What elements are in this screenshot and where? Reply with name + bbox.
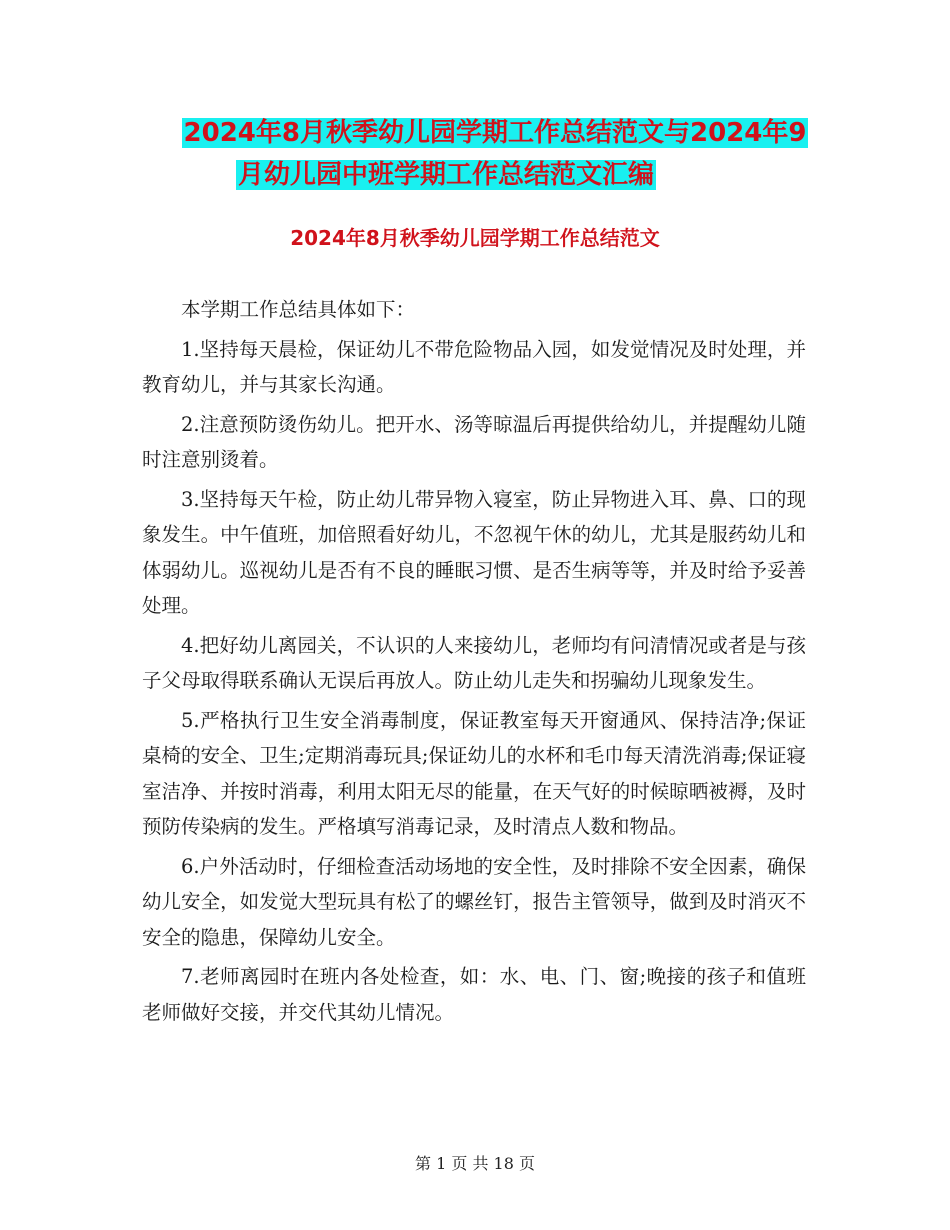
paragraph: 7.老师离园时在班内各处检查，如：水、电、门、窗;晚接的孩子和值班老师做好交接，并交代其幼儿情况。 — [142, 965, 806, 1024]
paragraph: 5.严格执行卫生安全消毒制度，保证教室每天开窗通风、保持洁净;保证桌椅的安全、卫生;定期消毒玩具;保证幼儿的水杯和毛巾每天清洗消毒;保证寝室洁净、并按时消毒，利用太阳无尽的能量，在天气好的时候晾晒被褥，及时预防传染病的发生。严格填写消毒记录，及时清点人数和物品。 — [142, 708, 806, 838]
paragraph: 1.坚持每天晨检，保证幼儿不带危险物品入园，如发觉情况及时处理，并教育幼儿，并与其家长沟通。 — [142, 337, 806, 396]
paragraph: 本学期工作总结具体如下： — [181, 298, 416, 321]
title-line-1: 2024年8月秋季幼儿园学期工作总结范文与2024年9 — [183, 118, 807, 148]
title-line-2: 月幼儿园中班学期工作总结范文汇编 — [238, 160, 655, 190]
document-body — [142, 292, 806, 1034]
section-title: 2024年8月秋季幼儿园学期工作总结范文 — [290, 226, 660, 250]
paragraph: 3.坚持每天午检，防止幼儿带异物入寝室，防止异物进入耳、鼻、口的现象发生。中午值班，加倍照看好幼儿，不忽视午休的幼儿，尤其是服药幼儿和体弱幼儿。巡视幼儿是否有不良的睡眠习惯、是否生病等等，并及时给予妥善处理。 — [142, 487, 806, 617]
paragraph: 4.把好幼儿离园关，不认识的人来接幼儿，老师均有问清情况或者是与孩子父母取得联系确认无误后再放人。防止幼儿走失和拐骗幼儿现象发生。 — [142, 633, 806, 692]
document-title — [0, 112, 950, 196]
paragraph: 2.注意预防烫伤幼儿。把开水、汤等晾温后再提供给幼儿，并提醒幼儿随时注意别烫着。 — [142, 412, 806, 471]
paragraph: 6.户外活动时，仔细检查活动场地的安全性，及时排除不安全因素，确保幼儿安全，如发觉大型玩具有松了的螺丝钉，报告主管领导，做到及时消灭不安全的隐患，保障幼儿安全。 — [142, 854, 806, 949]
page-number: 第 1 页 共 18 页 — [415, 1154, 535, 1173]
